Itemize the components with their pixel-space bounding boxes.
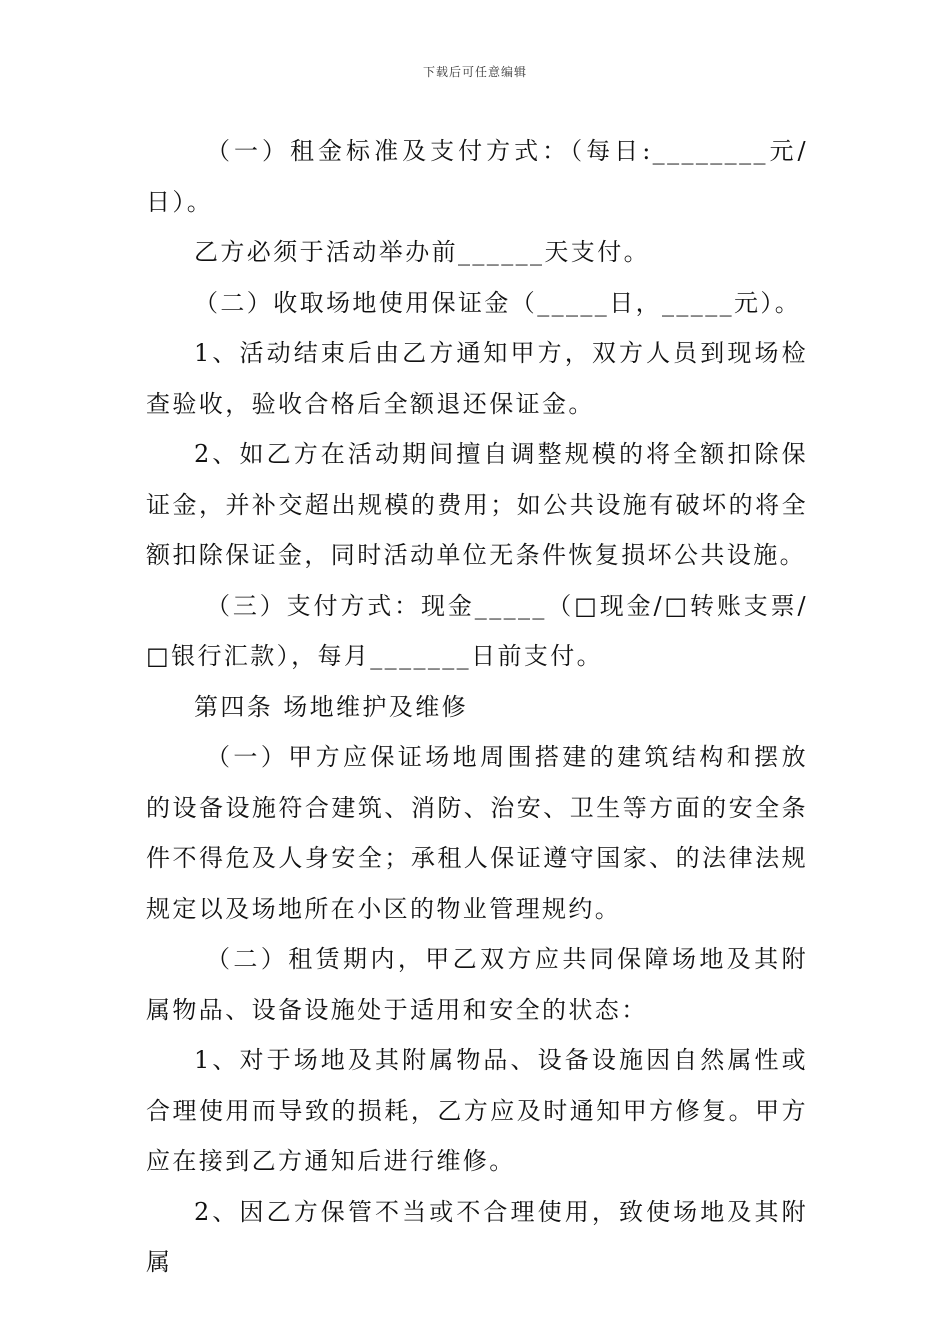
paragraph-deposit-deduction: 2、如乙方在活动期间擅自调整规模的将全额扣除保证金，并补交超出规模的费用；如公共设施有破坏的将全额扣除保证金，同时活动单位无条件恢复损坏公共设施。 bbox=[146, 440, 808, 569]
paragraph-improper-use: 2、因乙方保管不当或不合理使用，致使场地及其附属 bbox=[146, 1197, 808, 1276]
page-header-note: 下载后可任意编辑 bbox=[422, 65, 527, 79]
article-heading-4: 第四条 场地维护及维修 bbox=[194, 692, 469, 721]
paragraph-natural-wear-repair: 1、对于场地及其附属物品、设备设施因自然属性或合理使用而导致的损耗，乙方应及时通知甲方修复。甲方应在接到乙方通知后进行维修。 bbox=[146, 1046, 808, 1175]
paragraph-deposit-refund: 1、活动结束后由乙方通知甲方，双方人员到现场检查验收，验收合格后全额退还保证金。 bbox=[146, 339, 808, 418]
paragraph-payment-method: （三）支付方式：现金_____（□现金/□转账支票/□银行汇款），每月_______日前支付。 bbox=[146, 591, 808, 670]
paragraph-deposit: （二）收取场地使用保证金（_____日，_____元）。 bbox=[194, 288, 802, 317]
paragraph-payment-deadline: 乙方必须于活动举办前______天支付。 bbox=[194, 238, 650, 266]
paragraph-joint-maintenance: （二）租赁期内，甲乙双方应共同保障场地及其附属物品、设备设施处于适用和安全的状态： bbox=[146, 945, 808, 1024]
document-body bbox=[146, 126, 808, 1288]
paragraph-safety-obligation: （一）甲方应保证场地周围搭建的建筑结构和摆放的设备设施符合建筑、消防、治安、卫生等方面的安全条件不得危及人身安全；承租人保证遵守国家、的法律法规规定以及场地所在小区的物业管理规约。 bbox=[146, 743, 808, 923]
paragraph-rent-standard: （一）租金标准及支付方式：（每日:________元/日）。 bbox=[146, 137, 808, 216]
